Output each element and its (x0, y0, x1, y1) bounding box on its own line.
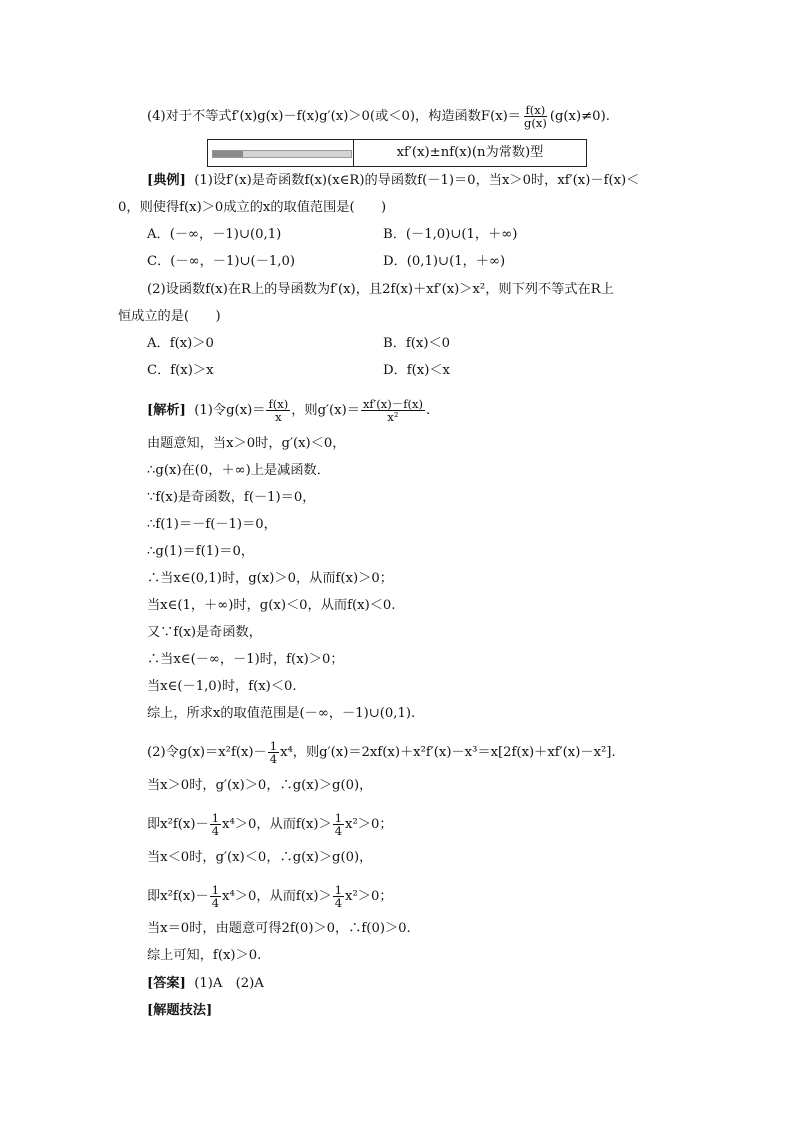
solution-step: ∴当x∈(－∞，－1)时，f(x)＞0； (147, 652, 344, 667)
answer-text: (1)A (2)A (194, 976, 264, 991)
solution-step: 当x∈(1，＋∞)时，g(x)＜0，从而f(x)＜0. (147, 598, 396, 613)
denominator: x² (387, 410, 399, 424)
fraction-f-over-x (266, 398, 290, 423)
numerator: xf′(x)－f(x) (362, 397, 423, 411)
solution-step: 综上，所求x的取值范围是(－∞，－1)∪(0,1). (147, 706, 416, 721)
text: x²＞0； (345, 889, 393, 904)
text: x⁴＞0，从而f(x)＞ (222, 817, 332, 832)
denominator: 4 (334, 824, 343, 838)
numerator: 1 (211, 883, 220, 897)
text: (1)设f′(x)是奇函数f(x)(x∈R)的导函数f(－1)＝0，当x＞0时，xf′(x)－f(x)＜ (194, 173, 640, 188)
solution-step: 当x∈(－1,0)时，f(x)＜0. (147, 679, 297, 694)
fraction-derivative (361, 398, 425, 423)
fraction-one-quarter (333, 812, 344, 837)
example-line-4: 恒成立的是( ) (118, 309, 221, 324)
text: ，则g′(x)＝ (291, 403, 360, 418)
option-a2: A．f(x)＞0 (147, 336, 214, 351)
denominator: 4 (211, 896, 220, 910)
solution-step: ∴g(x)在(0，＋∞)上是减函数． (147, 463, 330, 478)
solution-line-1 (147, 398, 430, 423)
text: . (425, 403, 431, 418)
denominator: 4 (211, 824, 220, 838)
text: (1)令g(x)＝ (194, 403, 266, 418)
example-line-3: (2)设函数f(x)在R上的导函数为f′(x)，且2f(x)＋xf′(x)＞x²，则下列不等式在R上 (147, 282, 614, 297)
option-d1: D．(0,1)∪(1，＋∞) (383, 254, 506, 269)
part2-step: 当x＜0时，g′(x)＜0，∴g(x)＞g(0)， (147, 850, 373, 865)
fraction-one-quarter (333, 884, 344, 909)
numerator: 1 (211, 811, 220, 825)
example-line-1 (147, 171, 639, 191)
text: x⁴＞0，从而f(x)＞ (222, 889, 332, 904)
text: (2)令g(x)＝x²f(x)－ (147, 745, 267, 760)
text: x²＞0； (345, 817, 393, 832)
example-tag: [典例] (147, 173, 186, 188)
fraction-one-quarter (210, 884, 221, 909)
numerator: 1 (334, 811, 343, 825)
heading-tag-cell (208, 140, 354, 166)
text: 即x²f(x)－ (147, 817, 209, 832)
solution-step: 由题意知，当x＞0时，g′(x)＜0， (147, 436, 346, 451)
text: (4)对于不等式f′(x)g(x)－f(x)g′(x)＞0(或＜0)，构造函数F(x)＝ (147, 109, 521, 124)
method-heading: [解题技法] (147, 1003, 213, 1018)
solution-step: ∵f(x)是奇函数，f(－1)＝0， (147, 490, 316, 505)
heading-title: xf′(x)±nf(x)(n为常数)型 (396, 145, 544, 160)
fraction-f-over-g (522, 104, 549, 129)
solution-step: 又∵f(x)是奇函数， (147, 625, 262, 640)
part2-line-1 (147, 740, 616, 765)
numerator: f(x) (268, 397, 289, 411)
part2-step: 当x＝0时，由题意可得2f(0)＞0，∴f(0)＞0. (147, 921, 411, 936)
text: x⁴，则g′(x)＝2xf(x)＋x²f′(x)－x³＝x[2f(x)＋xf′(x)－x²]. (280, 745, 616, 760)
fraction-one-quarter (268, 740, 279, 765)
numerator: 1 (334, 883, 343, 897)
option-b2: B．f(x)＜0 (383, 336, 451, 351)
solution-step: ∴f(1)＝－f(－1)＝0， (147, 517, 277, 532)
part2-step: 综上可知，f(x)＞0. (147, 948, 262, 963)
denominator: 4 (334, 896, 343, 910)
part2-step (147, 884, 393, 909)
option-c2: C．f(x)＞x (147, 363, 214, 378)
answer-tag: [答案] (147, 976, 186, 991)
fraction-one-quarter (210, 812, 221, 837)
option-d2: D．f(x)＜x (383, 363, 450, 378)
example-line-2: 0，则使得f(x)＞0成立的x的取值范围是( ) (118, 200, 387, 215)
section-heading-box (207, 139, 587, 167)
text: 即x²f(x)－ (147, 889, 209, 904)
text: (g(x)≠0). (549, 109, 610, 124)
option-c1: C．(－∞，－1)∪(－1,0) (147, 254, 296, 269)
answer-line (147, 974, 264, 994)
denominator: 4 (269, 752, 278, 766)
option-a1: A．(－∞，－1)∪(0,1) (147, 227, 282, 242)
option-b1: B．(－1,0)∪(1，＋∞) (383, 227, 518, 242)
solution-step: ∴当x∈(0,1)时，g(x)＞0，从而f(x)＞0； (147, 571, 393, 586)
numerator: f(x) (525, 103, 546, 117)
heading-tag-bar (212, 150, 352, 158)
line-construct-function (147, 104, 610, 129)
part2-step: 当x＞0时，g′(x)＞0，∴g(x)＞g(0)， (147, 778, 373, 793)
solution-tag: [解析] (147, 403, 186, 418)
part2-step (147, 812, 393, 837)
denominator: g(x) (523, 116, 547, 130)
numerator: 1 (269, 739, 278, 753)
denominator: x (275, 410, 282, 424)
solution-step: ∴g(1)＝f(1)＝0， (147, 544, 255, 559)
